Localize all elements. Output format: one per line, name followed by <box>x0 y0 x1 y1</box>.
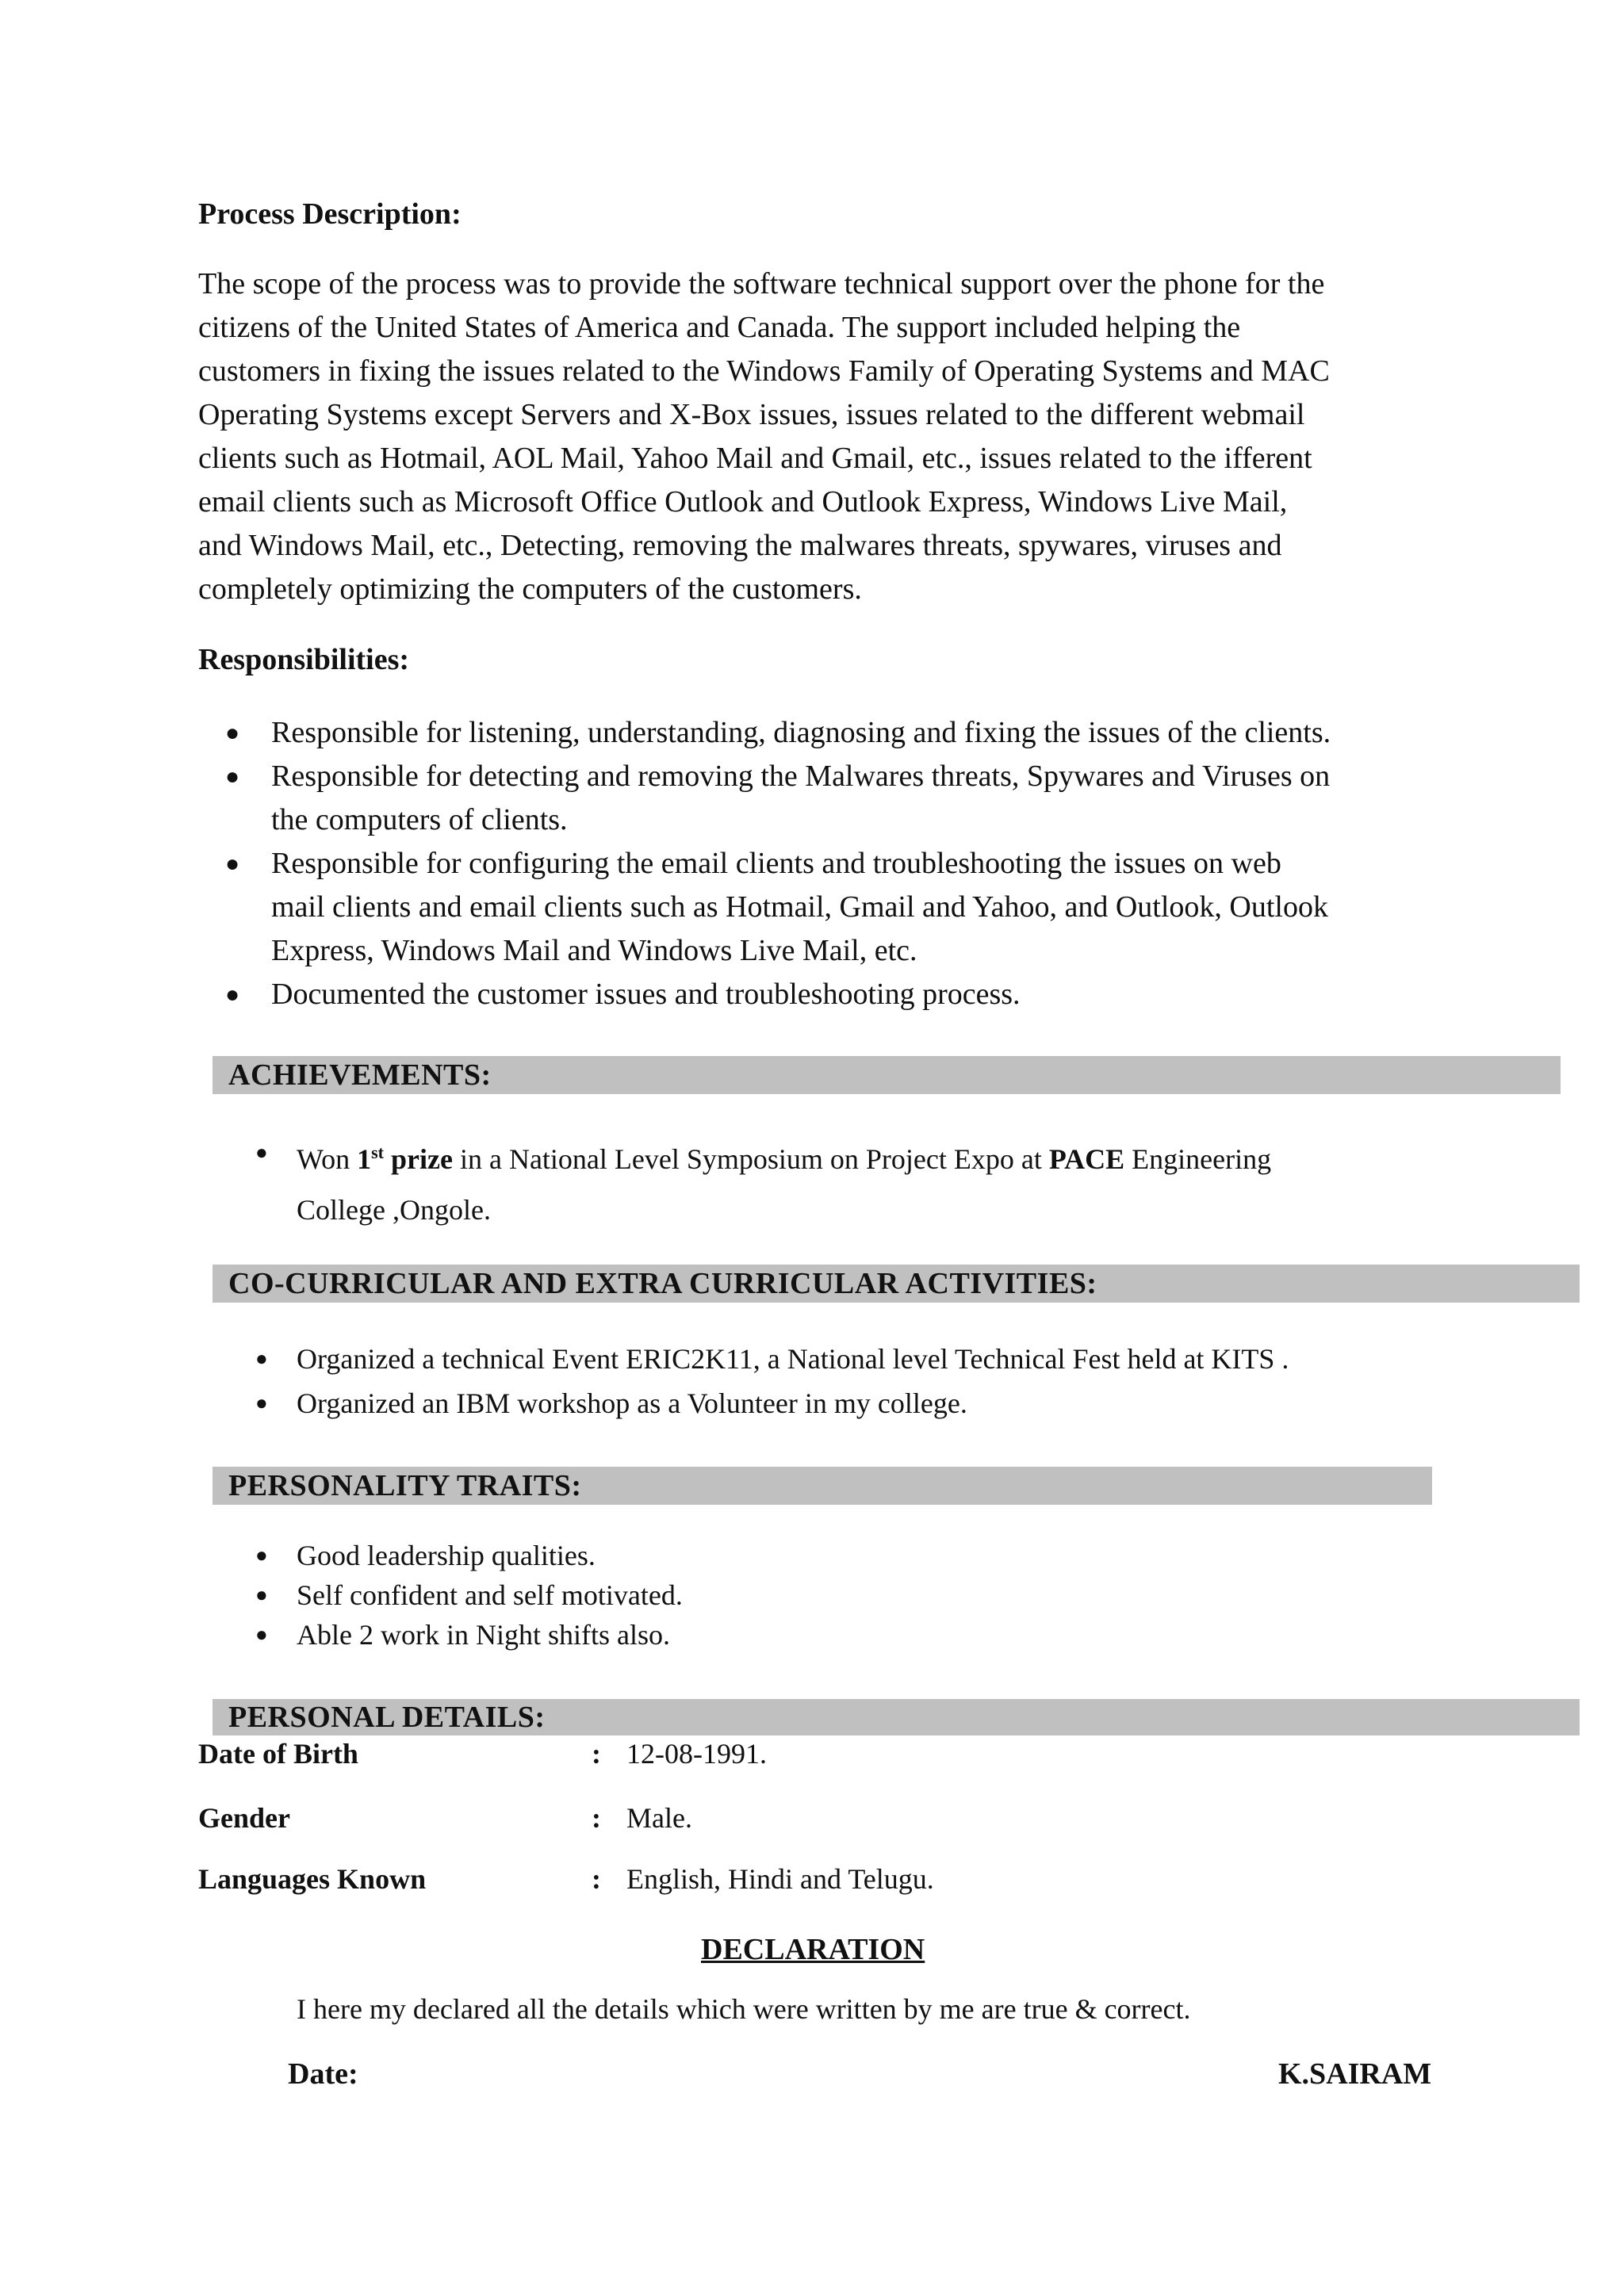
list-item-line: Documented the customer issues and troubleshooting process. <box>271 978 1021 1011</box>
list-item <box>225 973 1435 1016</box>
bullet-icon: ● <box>255 1583 268 1606</box>
bullet-icon: ● <box>225 763 240 790</box>
ordinal-number: 1 <box>357 1143 372 1175</box>
achievements-heading: ACHIEVEMENTS: <box>213 1056 1561 1094</box>
achievement-won: Won <box>297 1143 350 1175</box>
list-item <box>225 842 1435 973</box>
detail-value: Male. <box>626 1802 692 1834</box>
traits-list <box>246 1536 1435 1655</box>
college-bold: PACE <box>1048 1143 1125 1175</box>
detail-colon: : <box>592 1738 601 1770</box>
list-item-line: the computers of clients. <box>271 803 568 836</box>
process-line: clients such as Hotmail, AOL Mail, Yahoo Mail and Gmail, etc., issues related to the ifferent <box>198 442 1312 475</box>
ordinal-suffix: st <box>371 1142 384 1162</box>
process-line: The scope of the process was to provide the software technical support over the phone for the <box>198 267 1325 300</box>
list-item-text: Self confident and self motivated. <box>297 1579 683 1611</box>
list-item-text: Able 2 work in Night shifts also. <box>297 1619 670 1651</box>
list-item <box>255 1615 1435 1655</box>
prize-word: prize <box>391 1143 453 1175</box>
list-item-line: Responsible for configuring the email clients and troubleshooting the issues on web <box>271 847 1281 880</box>
process-line: email clients such as Microsoft Office Outlook and Outlook Express, Windows Live Mail, <box>198 485 1288 519</box>
detail-label: Date of Birth <box>198 1738 358 1770</box>
detail-label: Languages Known <box>198 1863 427 1895</box>
personal-heading: PERSONAL DETAILS: <box>213 1699 1580 1735</box>
declaration-text: I here my declared all the details which were written by me are true & correct. <box>297 1993 1191 2025</box>
detail-row-languages <box>198 1862 1467 1902</box>
achievement-ordinal <box>357 1143 453 1175</box>
list-item <box>255 1381 1435 1425</box>
list-item-line: Express, Windows Mail and Windows Live Mail, etc. <box>271 934 917 967</box>
declaration-title: DECLARATION <box>701 1933 925 1966</box>
detail-colon: : <box>592 1863 601 1895</box>
process-line: and Windows Mail, etc., Detecting, removing the malwares threats, spywares, viruses and <box>198 529 1282 562</box>
process-line: citizens of the United States of America and Canada. The support included helping the <box>198 311 1241 344</box>
bullet-icon: ● <box>255 1623 268 1646</box>
bullet-icon: ● <box>225 851 240 877</box>
bullet-icon: ● <box>225 982 240 1008</box>
bullet-icon: ● <box>225 720 240 746</box>
achievements-list <box>246 1127 1435 1235</box>
detail-row-gender <box>198 1801 1467 1841</box>
achievement-after: Engineering <box>1132 1143 1272 1175</box>
detail-value: 12-08-1991. <box>626 1738 767 1770</box>
list-item-text: Organized a technical Event ERIC2K11, a National level Technical Fest held at KITS . <box>297 1343 1289 1375</box>
list-item <box>255 1337 1435 1381</box>
date-label: Date: <box>288 2057 358 2091</box>
activities-list <box>246 1337 1435 1425</box>
signature-name: K.SAIRAM <box>1278 2057 1432 2091</box>
process-paragraph <box>198 262 1435 611</box>
achievement-middle: in a National Level Symposium on Project Expo at <box>459 1143 1042 1175</box>
detail-value: English, Hindi and Telugu. <box>626 1863 934 1895</box>
bullet-icon: ● <box>255 1544 268 1567</box>
list-item-text: Organized an IBM workshop as a Volunteer in my college. <box>297 1387 967 1419</box>
detail-label: Gender <box>198 1802 290 1834</box>
traits-heading: PERSONALITY TRAITS: <box>213 1467 1432 1505</box>
list-item-text: Good leadership qualities. <box>297 1540 596 1571</box>
list-item <box>255 1127 1435 1235</box>
achievement-line <box>297 1127 1435 1184</box>
process-line: Operating Systems except Servers and X-Box issues, issues related to the different webmail <box>198 398 1305 431</box>
detail-row-dob <box>198 1737 1467 1777</box>
process-line: completely optimizing the computers of the customers. <box>198 572 862 606</box>
process-heading: Process Description: <box>198 197 462 231</box>
bullet-icon: ● <box>255 1141 268 1164</box>
list-item <box>225 755 1435 842</box>
list-item-line: Responsible for detecting and removing the Malwares threats, Spywares and Viruses on <box>271 760 1331 793</box>
bullet-icon: ● <box>255 1391 268 1414</box>
list-item <box>255 1536 1435 1575</box>
list-item <box>255 1575 1435 1615</box>
list-item <box>225 711 1435 755</box>
responsibilities-list <box>198 711 1435 1016</box>
list-item-line: mail clients and email clients such as Hotmail, Gmail and Yahoo, and Outlook, Outlook <box>271 890 1328 924</box>
detail-colon: : <box>592 1802 601 1834</box>
activities-heading: CO-CURRICULAR AND EXTRA CURRICULAR ACTIVITIES: <box>213 1265 1580 1303</box>
responsibilities-heading: Responsibilities: <box>198 643 410 676</box>
list-item-line: Responsible for listening, understanding, diagnosing and fixing the issues of the clients. <box>271 716 1331 749</box>
process-line: customers in fixing the issues related to the Windows Family of Operating Systems and MAC <box>198 354 1330 388</box>
bullet-icon: ● <box>255 1347 268 1370</box>
achievement-line-2: College ,Ongole. <box>297 1194 491 1226</box>
